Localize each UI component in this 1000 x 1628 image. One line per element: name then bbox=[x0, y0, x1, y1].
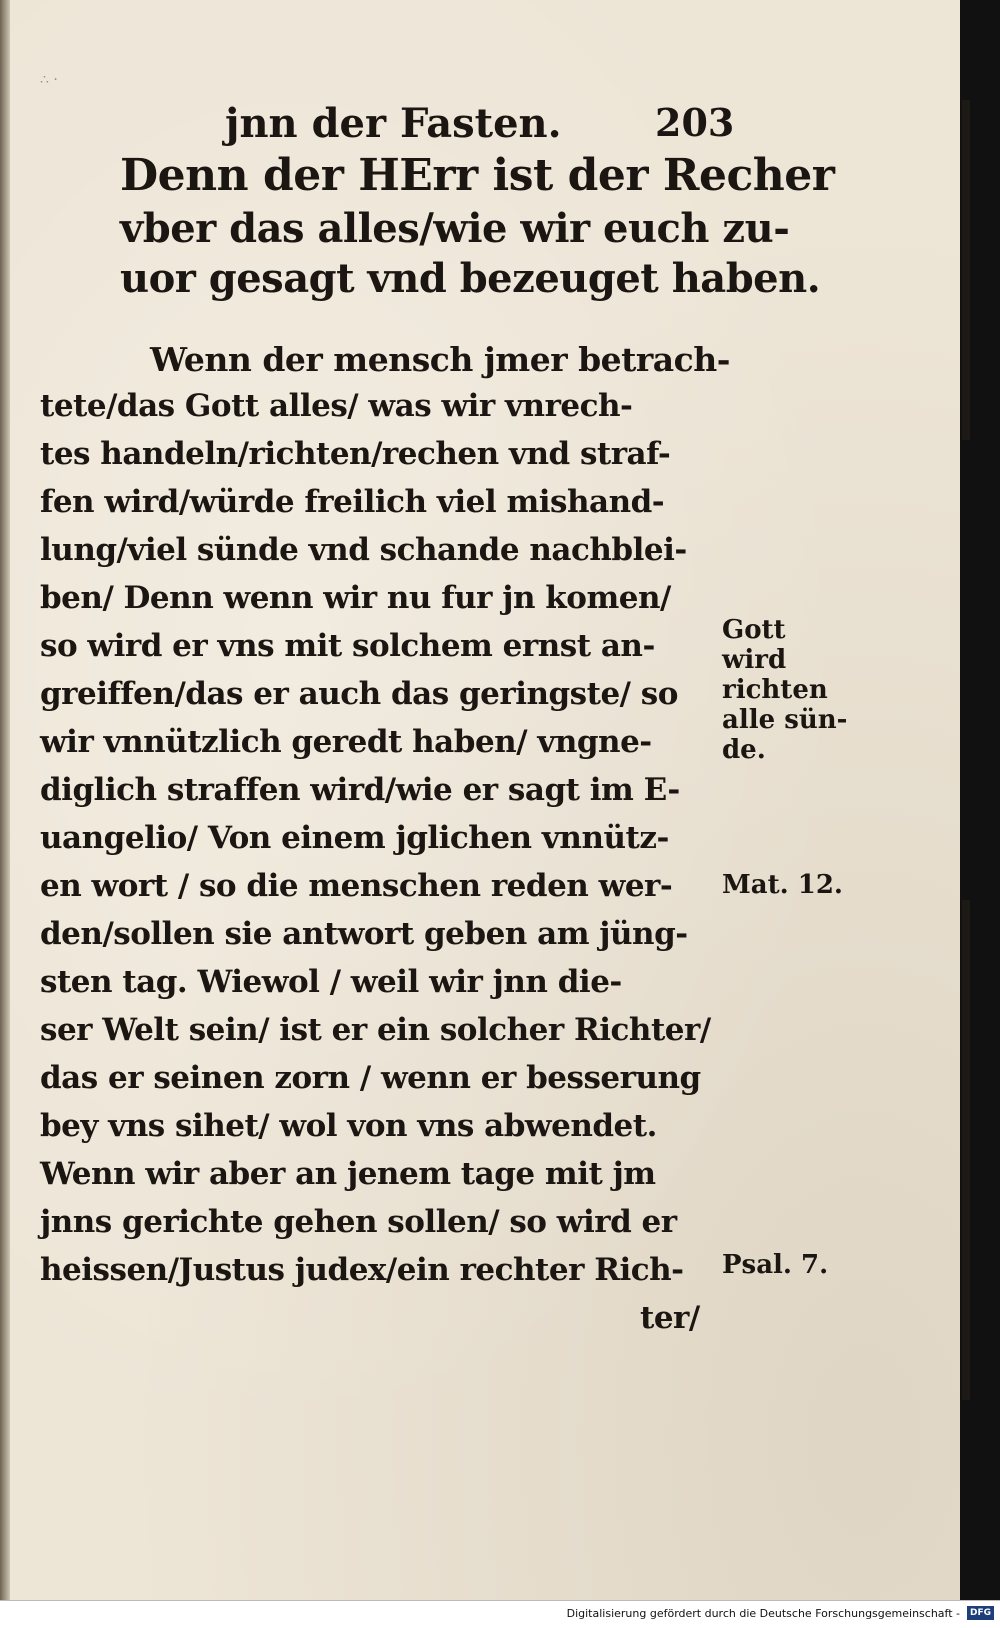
commentary-line: den/sollen sie antwort geben am jüng- bbox=[40, 916, 688, 952]
commentary-line: uangelio/ Von einem jglichen vnnütz- bbox=[40, 820, 669, 856]
commentary-line: heissen/Justus judex/ein rechter Rich- bbox=[40, 1252, 684, 1288]
commentary-line: fen wird/würde freilich viel mishand- bbox=[40, 484, 665, 520]
page-left-edge bbox=[0, 0, 10, 1600]
margin-note-gott bbox=[722, 615, 847, 765]
margin-note-line: richten bbox=[722, 675, 828, 705]
margin-note-line: wird bbox=[722, 645, 787, 675]
commentary-line: tes handeln/richten/rechen vnd straf- bbox=[40, 436, 671, 472]
running-head: jnn der Fasten. bbox=[225, 100, 562, 147]
margin-note-line: de. bbox=[722, 735, 766, 765]
commentary-line: bey vns sihet/ wol von vns abwendet. bbox=[40, 1108, 657, 1144]
ink-smudge: ∴ · bbox=[40, 72, 58, 88]
margin-note-psalm: Psal. 7. bbox=[722, 1250, 829, 1280]
commentary-line: ser Welt sein/ ist er ein solcher Richter/ bbox=[40, 1012, 711, 1048]
margin-note-line: Gott bbox=[722, 615, 786, 645]
spine-shade bbox=[962, 900, 970, 1400]
commentary-line: greiffen/das er auch das geringste/ so bbox=[40, 676, 678, 712]
footer-bar bbox=[0, 1600, 1000, 1628]
commentary-line: diglich straffen wird/wie er sagt im E- bbox=[40, 772, 680, 808]
verse-line: Denn der HErr ist der Recher bbox=[120, 150, 835, 201]
spine-shade bbox=[962, 100, 970, 440]
margin-note-matthew: Mat. 12. bbox=[722, 870, 843, 900]
commentary-line: Wenn wir aber an jenem tage mit jm bbox=[40, 1156, 656, 1192]
dfg-logo: DFG bbox=[967, 1606, 994, 1620]
commentary-line: Wenn der mensch jmer betrach- bbox=[150, 340, 730, 379]
footer-credit: Digitalisierung gefördert durch die Deutsche Forschungsgemeinschaft - bbox=[566, 1607, 960, 1620]
commentary-line: das er seinen zorn / wenn er besserung bbox=[40, 1060, 701, 1096]
catchword: ter/ bbox=[640, 1300, 700, 1336]
commentary-line: en wort / so die menschen reden wer- bbox=[40, 868, 673, 904]
page-number: 203 bbox=[655, 100, 735, 145]
book-spine bbox=[960, 0, 1000, 1600]
commentary-line: jnns gerichte gehen sollen/ so wird er bbox=[40, 1204, 677, 1240]
commentary-line: tete/das Gott alles/ was wir vnrech- bbox=[40, 388, 633, 424]
commentary-line: ben/ Denn wenn wir nu fur jn komen/ bbox=[40, 580, 671, 616]
verse-line: uor gesagt vnd bezeuget haben. bbox=[120, 255, 821, 302]
commentary-line: sten tag. Wiewol / weil wir jnn die- bbox=[40, 964, 622, 1000]
verse-line: vber das alles/wie wir euch zu- bbox=[120, 205, 790, 252]
margin-note-line: alle sün- bbox=[722, 705, 848, 735]
commentary-line: lung/viel sünde vnd schande nachblei- bbox=[40, 532, 687, 568]
commentary-line: wir vnnützlich geredt haben/ vngne- bbox=[40, 724, 652, 760]
commentary-line: so wird er vns mit solchem ernst an- bbox=[40, 628, 655, 664]
